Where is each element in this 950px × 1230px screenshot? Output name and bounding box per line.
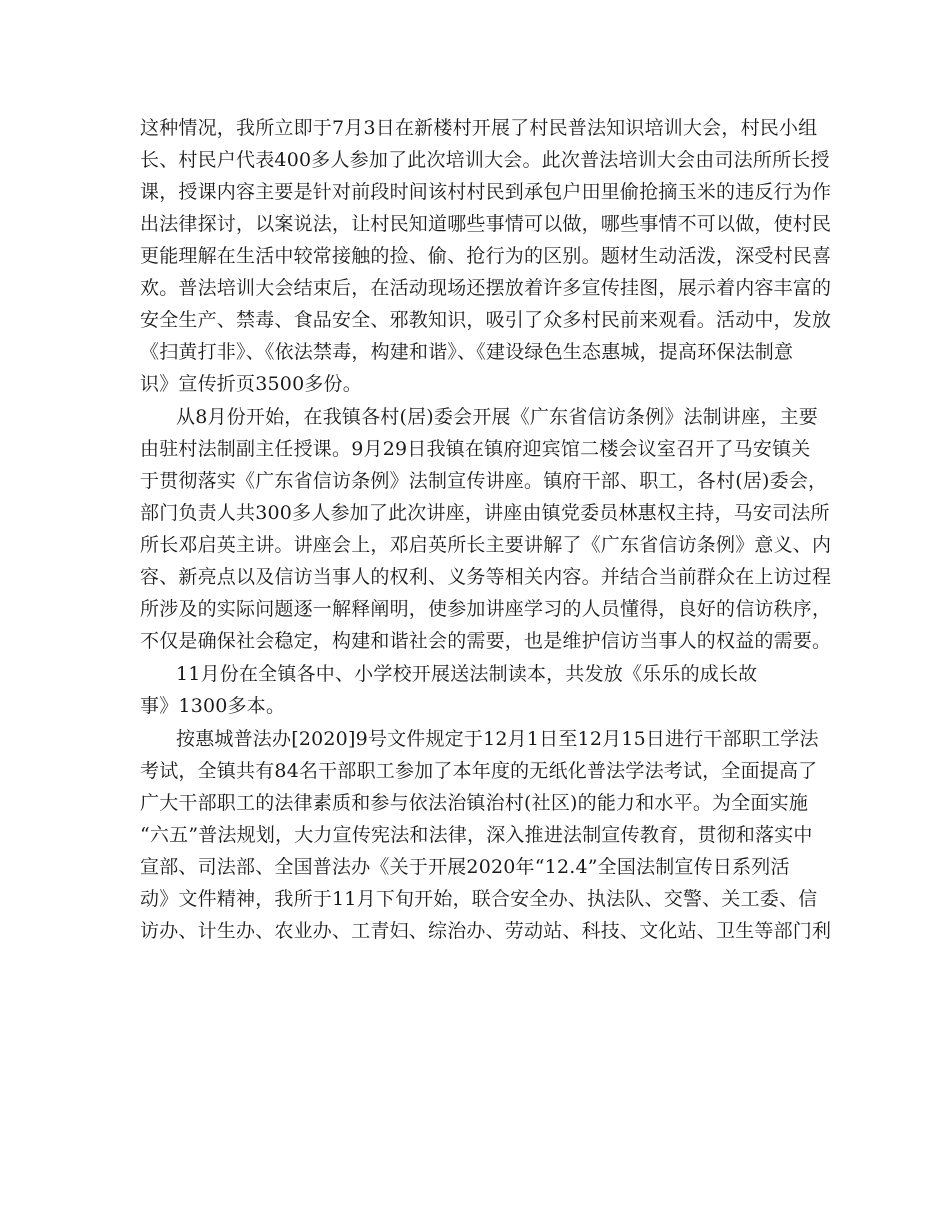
paragraph-start-line: 按惠城普法办[2020]9号文件规定于12月1日至12月15日进行干部职工学法 [176, 728, 819, 750]
text-line: 更能理解在生活中较常接触的捡、偷、抢行为的区别。题材生动活泼，深受村民喜 [140, 245, 832, 267]
text-line: 所长邓启英主讲。讲座会上，邓启英所长主要讲解了《广东省信访条例》意义、内 [140, 534, 832, 556]
text-line: 广大干部职工的法律素质和参与依法治镇治村(社区)的能力和水平。为全面实施 [140, 792, 809, 814]
text-line: 事》1300多本。 [140, 695, 286, 717]
text-line: 于贯彻落实《广东省信访条例》法制宣传讲座。镇府干部、职工，各村(居)委会， [140, 470, 828, 492]
text-line: 《扫黄打非》、《依法禁毒，构建和谐》、《建设绿色生态惠城，提高环保法制意 [140, 341, 794, 363]
text-line: 部门负责人共300多人参加了此次讲座，讲座由镇党委员林惠权主持，马安司法所 [140, 502, 830, 524]
text-line: 所涉及的实际问题逐一解释阐明，使参加讲座学习的人员懂得，良好的信访秩序， [140, 598, 832, 620]
text-line: 出法律探讨，以案说法，让村民知道哪些事情可以做，哪些事情不可以做，使村民 [140, 213, 832, 235]
text-line: 欢。普法培训大会结束后，在活动现场还摆放着许多宣传挂图，展示着内容丰富的 [140, 277, 832, 299]
text-line: 这种情况，我所立即于7月3日在新楼村开展了村民普法知识培训大会，村民小组 [140, 117, 818, 139]
text-line: 不仅是确保社会稳定，构建和谐社会的需要，也是维护信访当事人的权益的需要。 [140, 630, 832, 652]
text-line: 由驻村法制副主任授课。9月29日我镇在镇府迎宾馆二楼会议室召开了马安镇关 [140, 438, 811, 460]
paragraph-start-line: 11月份在全镇各中、小学校开展送法制读本，共发放《乐乐的成长故 [176, 663, 758, 685]
text-line: 安全生产、禁毒、食品安全、邪教知识，吸引了众多村民前来观看。活动中，发放 [140, 309, 832, 331]
text-line: 访办、计生办、农业办、工青妇、综治办、劳动站、科技、文化站、卫生等部门利 [140, 920, 832, 942]
text-line: 宣部、司法部、全国普法办《关于开展2020年“12.4”全国法制宣传日系列活 [140, 856, 790, 878]
text-line: 课，授课内容主要是针对前段时间该村村民到承包户田里偷抢摘玉米的违反行为作 [140, 181, 832, 203]
paragraph-start-line: 从8月份开始，在我镇各村(居)委会开展《广东省信访条例》法制讲座，主要 [176, 406, 818, 428]
text-line: 识》宣传折页3500多份。 [140, 373, 362, 395]
text-line: 容、新亮点以及信访当事人的权利、义务等相关内容。并结合当前群众在上访过程 [140, 566, 832, 588]
text-line: “六五”普法规划，大力宣传宪法和法律，深入推进法制宣传教育，贯彻和落实中 [140, 824, 813, 846]
text-line: 考试，全镇共有84名干部职工参加了本年度的无纸化普法学法考试，全面提高了 [140, 760, 818, 782]
text-line: 长、村民户代表400多人参加了此次培训大会。此次普法培训大会由司法所所长授 [140, 149, 830, 171]
text-line: 动》文件精神，我所于11月下旬开始，联合安全办、执法队、交警、关工委、信 [140, 888, 818, 910]
